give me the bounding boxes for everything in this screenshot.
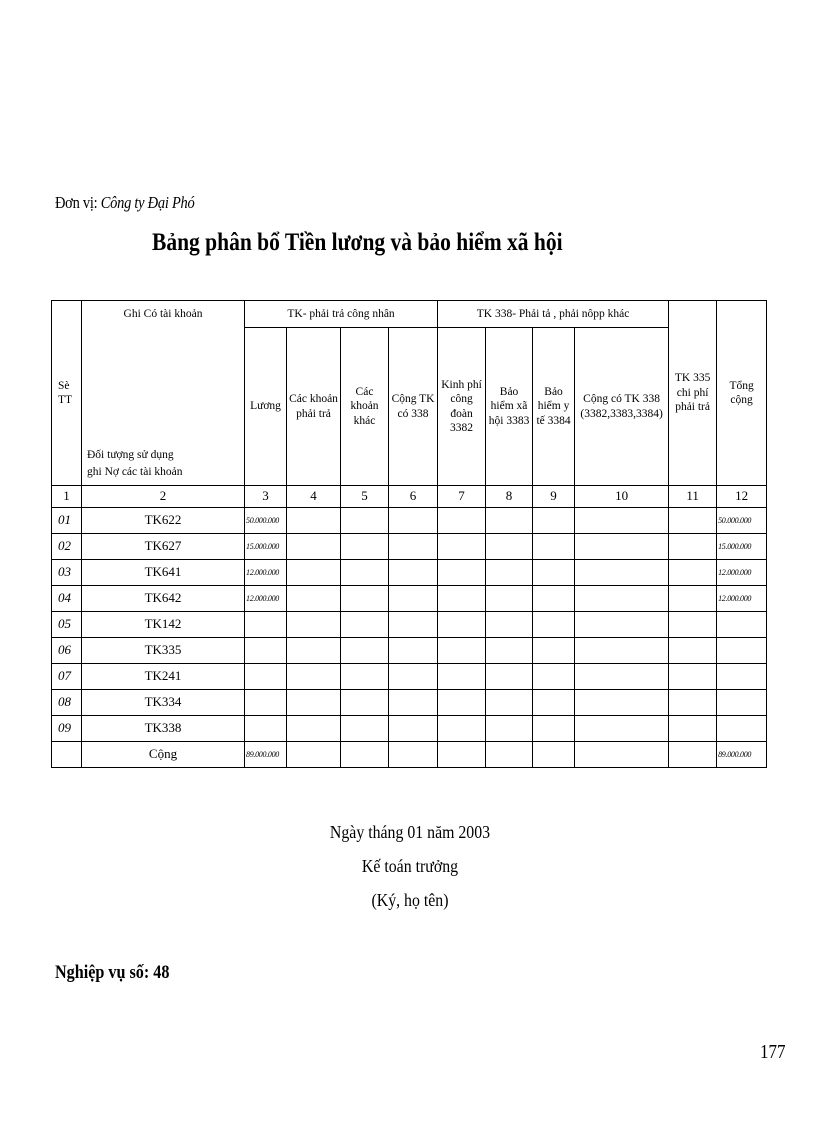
row-luong: 12.000.000 bbox=[245, 586, 287, 612]
empty-cell bbox=[575, 534, 669, 560]
empty-cell bbox=[341, 612, 389, 638]
empty-cell bbox=[341, 716, 389, 742]
empty-cell bbox=[575, 690, 669, 716]
row-stt: 04 bbox=[52, 586, 82, 612]
empty-cell bbox=[533, 560, 575, 586]
empty-cell bbox=[486, 742, 533, 768]
row-luong bbox=[245, 612, 287, 638]
empty-cell bbox=[486, 560, 533, 586]
footer-date: Ngày tháng 01 năm 2003 bbox=[329, 822, 491, 842]
page-number: 177 bbox=[760, 1041, 786, 1063]
col-number: 3 bbox=[245, 486, 287, 508]
empty-cell bbox=[389, 690, 438, 716]
row-luong bbox=[245, 690, 287, 716]
row-tong: 50.000.000 bbox=[717, 508, 767, 534]
empty-cell bbox=[486, 586, 533, 612]
header-corner-bottom-1: Đối tượng sử dụng bbox=[87, 448, 174, 461]
empty-cell bbox=[287, 742, 341, 768]
empty-cell bbox=[669, 534, 717, 560]
empty-cell bbox=[287, 638, 341, 664]
empty-cell bbox=[287, 664, 341, 690]
col-number: 11 bbox=[669, 486, 717, 508]
row-luong: 12.000.000 bbox=[245, 560, 287, 586]
empty-cell bbox=[575, 612, 669, 638]
header-group-338: TK 338- Phải tả , phải nôpp khác bbox=[438, 301, 669, 328]
row-tong: 12.000.000 bbox=[717, 586, 767, 612]
empty-cell bbox=[341, 638, 389, 664]
empty-cell bbox=[486, 690, 533, 716]
row-luong bbox=[245, 716, 287, 742]
table-row bbox=[52, 690, 767, 716]
table-row bbox=[52, 664, 767, 690]
empty-cell bbox=[341, 742, 389, 768]
empty-cell bbox=[486, 716, 533, 742]
empty-cell bbox=[575, 742, 669, 768]
empty-cell bbox=[438, 508, 486, 534]
col-number: 1 bbox=[52, 486, 82, 508]
table-row bbox=[52, 508, 767, 534]
row-tong bbox=[717, 638, 767, 664]
empty-cell bbox=[389, 612, 438, 638]
empty-cell bbox=[533, 638, 575, 664]
empty-cell bbox=[287, 534, 341, 560]
header-kinh-phi: Kinh phí công đoàn 3382 bbox=[438, 328, 486, 486]
empty-cell bbox=[341, 560, 389, 586]
empty-cell bbox=[669, 508, 717, 534]
col-number: 8 bbox=[486, 486, 533, 508]
empty-cell bbox=[438, 716, 486, 742]
header-tong-cong: Tổng cộng bbox=[717, 301, 767, 486]
row-stt: 02 bbox=[52, 534, 82, 560]
empty-cell bbox=[287, 690, 341, 716]
row-account: TK335 bbox=[82, 638, 245, 664]
empty-cell bbox=[438, 560, 486, 586]
empty-cell bbox=[438, 586, 486, 612]
empty-cell bbox=[669, 638, 717, 664]
empty-cell bbox=[533, 742, 575, 768]
row-account: TK642 bbox=[82, 586, 245, 612]
empty-cell bbox=[486, 534, 533, 560]
empty-cell bbox=[341, 586, 389, 612]
row-tong bbox=[717, 690, 767, 716]
unit-line bbox=[55, 193, 194, 213]
col-number: 12 bbox=[717, 486, 767, 508]
empty-cell bbox=[575, 508, 669, 534]
row-tong: 15.000.000 bbox=[717, 534, 767, 560]
footer-role: Kế toán trưởng bbox=[361, 856, 459, 876]
empty-cell bbox=[486, 638, 533, 664]
row-luong: 50.000.000 bbox=[245, 508, 287, 534]
empty-cell bbox=[389, 664, 438, 690]
table-row bbox=[52, 638, 767, 664]
empty-cell bbox=[341, 690, 389, 716]
empty-cell bbox=[341, 508, 389, 534]
col-number: 10 bbox=[575, 486, 669, 508]
empty-cell bbox=[669, 664, 717, 690]
table-row bbox=[52, 534, 767, 560]
row-account: TK622 bbox=[82, 508, 245, 534]
header-cong-tk-co-338: Cộng TK có 338 bbox=[389, 328, 438, 486]
empty-cell bbox=[533, 508, 575, 534]
total-tong: 89.000.000 bbox=[717, 742, 767, 768]
row-stt: 05 bbox=[52, 612, 82, 638]
transaction-number: Nghiệp vụ số: 48 bbox=[55, 962, 170, 983]
row-account: TK334 bbox=[82, 690, 245, 716]
empty-cell bbox=[389, 560, 438, 586]
row-stt: 06 bbox=[52, 638, 82, 664]
row-account: TK641 bbox=[82, 560, 245, 586]
header-corner-top: Ghi Có tài khoản bbox=[123, 308, 203, 320]
empty-cell bbox=[438, 690, 486, 716]
header-group-334: TK- phải trả công nhân bbox=[245, 301, 438, 328]
row-luong bbox=[245, 638, 287, 664]
total-row bbox=[52, 742, 767, 768]
empty-cell bbox=[533, 690, 575, 716]
row-luong bbox=[245, 664, 287, 690]
empty-cell bbox=[533, 716, 575, 742]
row-stt: 09 bbox=[52, 716, 82, 742]
empty-cell bbox=[669, 716, 717, 742]
empty-cell bbox=[669, 690, 717, 716]
document-title: Bảng phân bổ Tiền lương và bảo hiểm xã hội bbox=[152, 229, 563, 256]
row-tong bbox=[717, 612, 767, 638]
empty-cell bbox=[486, 612, 533, 638]
header-corner-bottom-2: ghi Nợ các tài khoản bbox=[87, 465, 183, 478]
header-tk335: TK 335 chi phí phải trả bbox=[669, 301, 717, 486]
row-account: TK338 bbox=[82, 716, 245, 742]
empty-cell bbox=[486, 508, 533, 534]
header-corner-bottom bbox=[87, 447, 183, 482]
total-label: Cộng bbox=[82, 742, 245, 768]
empty-cell bbox=[533, 664, 575, 690]
table-row bbox=[52, 560, 767, 586]
empty-cell bbox=[287, 586, 341, 612]
allocation-table bbox=[51, 300, 767, 768]
row-account: TK241 bbox=[82, 664, 245, 690]
table-body bbox=[52, 508, 767, 742]
empty-cell bbox=[287, 612, 341, 638]
row-stt: 08 bbox=[52, 690, 82, 716]
empty-cell bbox=[389, 638, 438, 664]
empty-cell bbox=[341, 664, 389, 690]
table-row bbox=[52, 586, 767, 612]
header-cong-co-338: Cộng có TK 338 (3382,3383,3384) bbox=[575, 328, 669, 486]
row-account: TK627 bbox=[82, 534, 245, 560]
table-row bbox=[52, 716, 767, 742]
header-bhyt: Bảo hiểm y tế 3384 bbox=[533, 328, 575, 486]
row-stt: 01 bbox=[52, 508, 82, 534]
col-number: 7 bbox=[438, 486, 486, 508]
header-cac-khoan-phai-tra: Các khoản phải trả bbox=[287, 328, 341, 486]
empty-cell bbox=[669, 612, 717, 638]
col-number: 6 bbox=[389, 486, 438, 508]
row-stt: 03 bbox=[52, 560, 82, 586]
empty-cell bbox=[486, 664, 533, 690]
empty-cell bbox=[438, 534, 486, 560]
table-row bbox=[52, 612, 767, 638]
empty-cell bbox=[575, 586, 669, 612]
empty-cell bbox=[533, 586, 575, 612]
empty-cell bbox=[575, 664, 669, 690]
unit-name: Công ty Đại Phó bbox=[100, 193, 195, 212]
row-tong bbox=[717, 664, 767, 690]
row-account: TK142 bbox=[82, 612, 245, 638]
empty-cell bbox=[389, 534, 438, 560]
header-row-groups bbox=[52, 301, 767, 328]
column-number-row bbox=[52, 486, 767, 508]
row-stt: 07 bbox=[52, 664, 82, 690]
empty-cell bbox=[533, 612, 575, 638]
total-stt bbox=[52, 742, 82, 768]
empty-cell bbox=[533, 534, 575, 560]
col-number: 4 bbox=[287, 486, 341, 508]
empty-cell bbox=[287, 716, 341, 742]
row-tong bbox=[717, 716, 767, 742]
empty-cell bbox=[438, 612, 486, 638]
header-bhxh: Bảo hiểm xã hội 3383 bbox=[486, 328, 533, 486]
header-corner bbox=[82, 301, 245, 486]
empty-cell bbox=[389, 716, 438, 742]
header-stt: Sè TT bbox=[52, 301, 82, 486]
empty-cell bbox=[389, 508, 438, 534]
empty-cell bbox=[669, 586, 717, 612]
empty-cell bbox=[575, 716, 669, 742]
empty-cell bbox=[669, 742, 717, 768]
empty-cell bbox=[389, 742, 438, 768]
empty-cell bbox=[438, 742, 486, 768]
empty-cell bbox=[575, 638, 669, 664]
row-luong: 15.000.000 bbox=[245, 534, 287, 560]
total-luong: 89.000.000 bbox=[245, 742, 287, 768]
empty-cell bbox=[438, 664, 486, 690]
empty-cell bbox=[438, 638, 486, 664]
footer-sign: (Ký, họ tên) bbox=[371, 890, 449, 910]
empty-cell bbox=[287, 508, 341, 534]
empty-cell bbox=[287, 560, 341, 586]
empty-cell bbox=[669, 560, 717, 586]
header-luong: Lương bbox=[245, 328, 287, 486]
col-number: 9 bbox=[533, 486, 575, 508]
empty-cell bbox=[341, 534, 389, 560]
header-cac-khoan-khac: Các khoản khác bbox=[341, 328, 389, 486]
col-number: 2 bbox=[82, 486, 245, 508]
col-number: 5 bbox=[341, 486, 389, 508]
row-tong: 12.000.000 bbox=[717, 560, 767, 586]
empty-cell bbox=[575, 560, 669, 586]
empty-cell bbox=[389, 586, 438, 612]
unit-label: Đơn vị: bbox=[55, 193, 98, 212]
